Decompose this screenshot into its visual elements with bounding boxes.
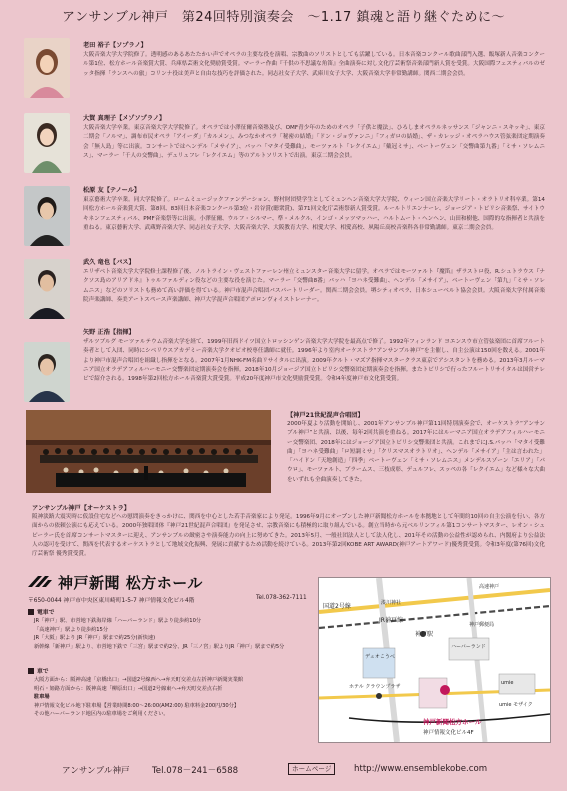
hall-location-marker	[440, 685, 450, 695]
car-access	[34, 676, 314, 719]
performer-photo-bass	[24, 259, 70, 319]
concert-title: アンサンブル神戸 第24回特別演奏会 ～1.17 鎮魂と語り継ぐために～	[62, 10, 505, 25]
train-access	[34, 617, 314, 651]
performer-photo-mezzo	[24, 113, 70, 173]
venue-logo	[28, 571, 203, 593]
train-line: JR「大阪」駅より JR「神戸」駅まで約25分(新快速)	[34, 635, 156, 642]
performer-bio: 大阪音楽大学大学院修了。透明感のあるあたたかい声でオペラの主要な役を演唱、宗教曲のソリストとしても活躍している。日本音楽コンクール歌曲部門入選、飯塚新人音楽コンクール第1位、松方ホール音楽賞大賞、兵庫県芸術文化奨励賞受賞。マーラー作曲『千供の不思議な角笛』全曲演奏に対し文化庁芸術祭音楽部門新人賞を受賞。大阪国際フェスティバルのゼッタ指揮「ランスへの旅」コリンナ役は美声と自由な技巧を評価された。同志社女子大学、武庫川女子大学、大阪音楽大学非常勤講師。関西二期会会員。	[83, 52, 545, 77]
map-label-hall: 神戸新聞松方ホール	[423, 718, 482, 726]
map-label-building: 神戸情報文化ビル4F	[423, 730, 474, 736]
performer-photo-tenor	[24, 186, 70, 246]
map-label-umie: umie	[501, 680, 514, 686]
map-label-mosaic: umie モザイク	[499, 702, 533, 708]
car-line: 大阪方面から：阪神高速「京橋出口」→国道2号線西へ→弁天町交差点左折神戸新聞実業館	[34, 677, 244, 683]
access-map	[318, 577, 551, 743]
parking-heading: 駐車場	[34, 694, 50, 701]
performer-name: 矢野 正浩【指揮】	[83, 329, 135, 336]
performer-name: 大賀 真理子【メゾソプラノ】	[83, 115, 166, 122]
section-marker-icon	[28, 668, 34, 674]
choir-text: 2000年夏より活動を開始し、2001年アンサンブル神戸第11回特別演奏会で、オーケストラ“アンサンブル神戸”と共演、以後、毎年2回共演を重ねる。2017年にはルーマニア国立オラデアフィルハーモニー交響楽団、2018年にはジョージア国立トビリシ交響楽団と共演。これまでにJ.S.バッハ「マタイ受難曲」「ヨハネ受難曲」「ロ短調ミサ」「クリスマスオラトリオ」、ヘンデル「メサイア」「主は言われた」「ハイドン「天地創造」「四季」ベートーヴェン「ミサ・ソレムニス」メンデルスゾーン「エリア」「パウロ」、モーツァルト、ブラームス、三枝成彰、デュルフレ、スッペの各「レクイエム」など様々な大曲をいずれも全曲演奏してきた。	[287, 421, 545, 483]
venue-address: 〒650-0044 神戸市中央区東川崎町1-5-7 神戸情報文化ビル4階	[28, 598, 195, 604]
kobe-shimbun-logo-icon	[28, 575, 52, 589]
homepage-url[interactable]: http://www.ensemblekobe.com	[354, 764, 488, 774]
map-label-kosoku: 高速神戸	[479, 584, 500, 590]
performer-bio: エリザベト音楽大学大学院修士課程修了後、ノルトライン・ヴェストファーレン州立ミュンスター音楽大学に留学。オペラではモーツァルト『魔笛』ザラストロ役、R.シュトラウス『ナクソス島のアリアドネ』トゥルファルディン役などの主要な役を演じた。マーラー「交響曲8番」バッハ「ヨハネ受難曲」、ヘンデル「メサイア」、ベートーヴェン「第九」「ミサ・ソレムニス」などのソリストも務めて高い評価を得ている。神戸市混声合唱団バスパートリーダー。関西二期会会員。堺シティオペラ、日本シューベルト協会会員。大阪音楽大学付属音楽院声楽講師、奏美アートスペース声楽講師、神戸大学混声合唱団アポロンヴォイストレーナー。	[83, 269, 545, 303]
map-label-harborland: ハーバーランド	[451, 644, 486, 650]
orchestra-concert-photo	[26, 410, 271, 493]
performer-name: 松原 友【テノール】	[83, 187, 141, 194]
map-label-post: 神戸郵便局	[469, 622, 495, 628]
performer-photo-conductor	[24, 342, 70, 402]
performer-bio: 東京藝術大学卒業。同大学院修了。ロームミュージックファンデーション、野村財団奨学生としてミュンヘン音楽大学大学院、ウィーン国立音楽大学リート・オラトリオ科卒業。第14回松方ホール音楽賞大賞、第8回、83回日本音楽コンクール第3位・岩谷賞(聴衆賞)、第71回文化庁芸術祭新人賞受賞。ルールトリエンナーレ、ジョージア・トビリシ音楽祭、サイトウキネンフェスティバル、PMF音楽祭等に出演。小澤征爾、ウルフ・シルマー、準・メルクル、インゴ・メッツマッハー、ハルトムート・ヘンヘン、山田和樹他、国際的な指揮者と共演を重ねる。東京藝術大学、武蔵野音楽大学、同志社女子大学、大阪音楽大学、大阪教育大学、相愛大学、相愛高校、夙陽丘高校音楽科各非常勤講師。東京二期会会員。	[83, 197, 545, 231]
train-line: 新幹線「新神戸」駅より、市営地下鉄で「三宮」駅まで約2分、JR「三ノ宮」駅よりJR「神戸」駅まで約5分	[34, 643, 285, 650]
venue-tel: Tel.078-362-7111	[256, 595, 307, 601]
venue-logo-text: 神戸新聞 松方ホール	[58, 573, 203, 592]
train-line: JR「神戸」駅、市営地下鉄海岸線「ハーバーランド」駅より徒歩約10分	[34, 618, 202, 624]
performer-name: 武久 竜也【バス】	[83, 259, 135, 266]
train-heading: 電車で	[28, 607, 54, 616]
car-line: その他ハーバーランド地区内の駐車場をご利用ください。	[34, 711, 169, 718]
section-marker-icon	[28, 609, 34, 615]
footer-tel: Tel.078－241－6588	[152, 766, 239, 776]
map-label-kobe-station: 神戸駅	[415, 631, 434, 638]
train-line: 「高速神戸」駅より徒歩約15分	[34, 626, 109, 633]
map-label-hotel: ホテル クラウンプラザ	[349, 684, 401, 690]
performer-bio: ザルツブルグ モーツァルテウム音楽大学を経て、1999年旧西ドイツ国立トロッシンゲン音楽大学大学院を最高点で修了。1992年フィンランド ヨエンスウ市立管弦楽団に首席フルート奏者として入団、同時にシベリウスアカデミー音楽大学クオピオ校専任講師に就任。1996年より室内オーケストラ“アンサンブル神戸”を主催し、自主公演は150回を数える。2001年より神戸市混声合唱団を組織し指揮をとなる。2007年1月NHK-FM名曲リサイタルに出演。2009年クルト・マズア指揮マスタークラス東京でアシスタントを務める。2013年3月ルーマニア国立オラデアフィルハーモニー交響楽団定期演奏会を指揮。2018年10月ジョージア国立トビリシ交響楽団定期演奏会を指揮。またトビリシで行ったフルートリサイタルは国営テレビで紹介される。1998年第2回松方ホール音楽賞大賞受賞。平成20年度神戸市文化奨励賞受賞。令和4年度神戸市文化賞受賞。	[83, 339, 545, 383]
orchestra-title: アンサンブル神戸【オーケストラ】	[32, 505, 130, 512]
map-label-dept: デュオこうべ	[365, 654, 395, 660]
performer-bio: 大阪音楽大学卒業。東京音楽大学大学院修了。オペラでは小澤征爾音楽塾及び、OMF青少年のためのオペラ「子供と魔法」、ひろしまオペラルネッサンス「ジャンニ・スキッキ」、東京二期会「ノルマ」、調布市民オペラ「アイーダ」「カルメン」、みつなかオペラ「秘密の結婚」「ドン・ジョヴァンニ」「フィガロの結婚」、ザ・カレッジ・オペラハウス管弦楽団定期演奏会「無人島」等に出演。コンサートではヘンデル「メサイア」、バッハ「マタイ受難曲」、モーツァルト「レクイエム」「戴冠ミサ」、ベートーヴェン「交響曲第九番」「ミサ・ソレムニス」、マーラー「千人の交響曲」、デュリュフレ「レクイエム」等のアルトソリストで出演。東京二期会会員。	[83, 125, 545, 159]
performer-name: 老田 裕子【ソプラノ】	[83, 42, 147, 49]
map-label-kokudo: 国道2号線	[323, 603, 351, 610]
car-heading: 車で	[28, 666, 49, 675]
orchestra-text: 阪神淡路大震災時に仮設住宅などへの慰問演奏をきっかけに、関西を中心とした若手音楽家により発足。1996年9月にオープンした神戸新聞松方ホールを本拠地として年間約10回の自主公演を行い、各方面からの依頼公演にも応えている。2000年独唱団体『神戸21世紀混声合唱団』を発足させ、宗教音楽にも積極的に取り組んでいる。創立当時から元ベルリンフィル第1コンサートマスター、レオン・シュピーラー氏を首席コンサートマスターに迎え、アンサンブルの緻密さや演奏能力の向上に努めてきた。2013年5月、一般社団法人として法人化し、201年その活動の公益性が認められ、内閣府より公益法人の認可を受けて、関西を代表するオーケストラとして地域文化振興、発展に貢献するため活動を続けている。2013年第2回KOBE ART AWARD(神戸アートアワード)優秀賞受賞。令和3年度(第76回)文化庁芸術祭 優秀賞受賞。	[32, 514, 545, 558]
car-line: 明石・姫路方面から：阪神高速「柳原出口」→国道2号線東へ→弁天町交差点右折	[34, 685, 223, 692]
footer-org: アンサンブル神戸	[62, 766, 130, 776]
map-label-shrine: 湊川神社	[381, 600, 402, 606]
choir-title: 【神戸21世紀混声合唱団】	[287, 412, 364, 419]
performer-photo-soprano	[24, 38, 70, 98]
map-label-jr-line: JR神戸線	[379, 617, 403, 624]
homepage-button[interactable]: ホームページ	[288, 763, 335, 775]
car-line: 神戸情報文化ビル地下駐車場【営業時間8:00～26:00(AM2:00) 駐車料金200円/30分】	[34, 702, 240, 709]
